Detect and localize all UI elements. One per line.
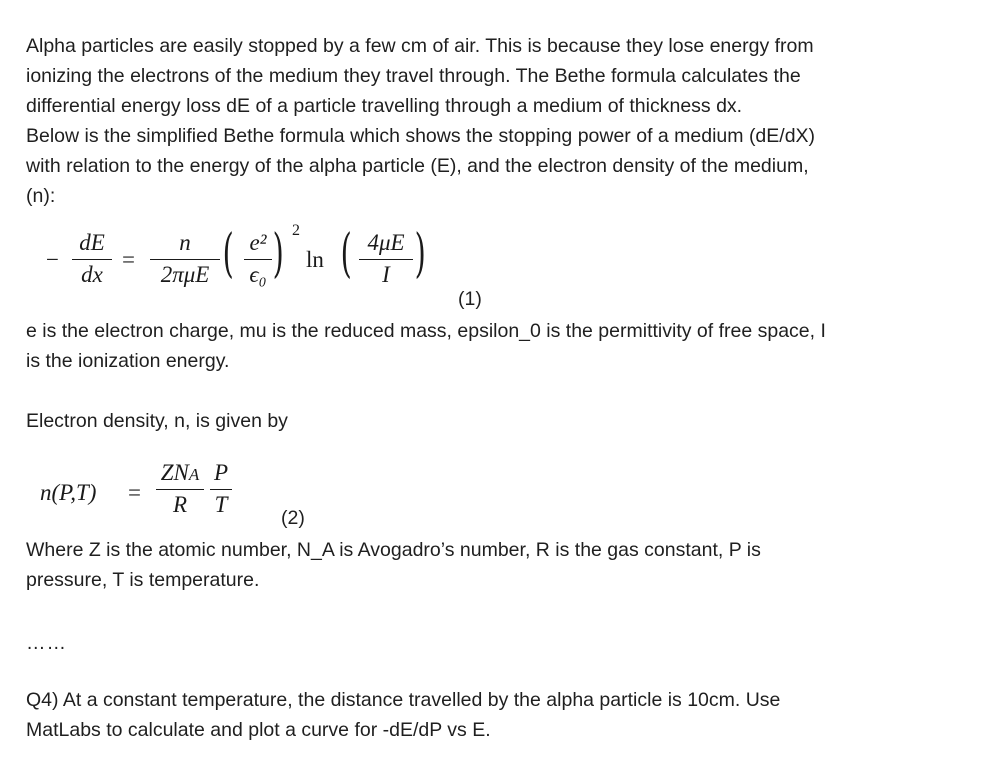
left-paren: (	[340, 224, 352, 284]
log-argument-fraction	[359, 230, 413, 288]
equation-number-2: (2)	[281, 507, 305, 529]
frac1-numerator: n	[179, 230, 191, 255]
frac1-denominator: 2πμE	[160, 262, 210, 287]
natural-log: ln	[306, 247, 324, 272]
frac2-denominator: ϵ₀	[249, 262, 267, 287]
text-line: MatLabs to calculate and plot a curve for -dE/dP vs E.	[26, 719, 491, 741]
equation-number-1: (1)	[458, 288, 482, 310]
text-line: pressure, T is temperature.	[26, 569, 260, 591]
text-line: with relation to the energy of the alpha particle (E), and the electron density of the medium,	[26, 155, 809, 177]
ellipsis: ……	[26, 632, 67, 654]
definitions-paragraph-1	[26, 316, 966, 376]
right-paren: )	[272, 224, 284, 284]
intro-paragraph	[26, 31, 966, 211]
frac1-numerator: ZN	[160, 460, 189, 485]
text-line: Q4) At a constant temperature, the distance travelled by the alpha particle is 10cm. Use	[26, 689, 781, 711]
definitions-paragraph-2	[26, 535, 966, 595]
frac1-denominator: R	[172, 492, 188, 517]
charge-permittivity-fraction	[244, 230, 272, 288]
text-line: Below is the simplified Bethe formula which shows the stopping power of a medium (dE/dX)	[26, 125, 816, 147]
bethe-formula-equation	[46, 222, 466, 302]
minus-sign: −	[46, 247, 59, 272]
frac2-numerator: P	[213, 460, 229, 485]
text-line: differential energy loss dE of a particle travelling through a medium of thickness dx.	[26, 95, 743, 117]
text-line: e is the electron charge, mu is the reduced mass, epsilon_0 is the permittivity of free space, I	[26, 320, 826, 342]
frac2-denominator: T	[214, 492, 228, 517]
text-line: Where Z is the atomic number, N_A is Avogadro’s number, R is the gas constant, P is	[26, 539, 761, 561]
question-paragraph	[26, 685, 966, 745]
lhs: n(P,T)	[40, 480, 97, 505]
left-paren: (	[222, 224, 234, 284]
pressure-temperature-fraction	[210, 460, 232, 518]
text-line: is the ionization energy.	[26, 350, 230, 372]
lhs-denominator: dx	[81, 262, 103, 287]
electron-density-equation	[40, 458, 260, 528]
lhs-fraction	[72, 230, 112, 288]
frac3-denominator: I	[382, 262, 390, 287]
density-over-energy-fraction	[150, 230, 220, 288]
electron-density-intro	[26, 406, 966, 436]
right-paren: )	[414, 224, 426, 284]
text-line: ionizing the electrons of the medium they travel through. The Bethe formula calculates the	[26, 65, 801, 87]
subscript-a: A	[188, 465, 200, 484]
frac2-numerator: e²	[249, 230, 267, 255]
lhs-numerator: dE	[79, 230, 105, 255]
equals-sign: =	[122, 247, 135, 272]
text-line: Electron density, n, is given by	[26, 410, 288, 432]
text-line: (n):	[26, 185, 56, 207]
avogadro-gas-constant-fraction	[156, 460, 204, 518]
exponent: 2	[292, 222, 300, 239]
text-line: Alpha particles are easily stopped by a few cm of air. This is because they lose energy from	[26, 35, 814, 57]
equals-sign: =	[128, 480, 141, 505]
frac3-numerator: 4μE	[367, 230, 405, 255]
